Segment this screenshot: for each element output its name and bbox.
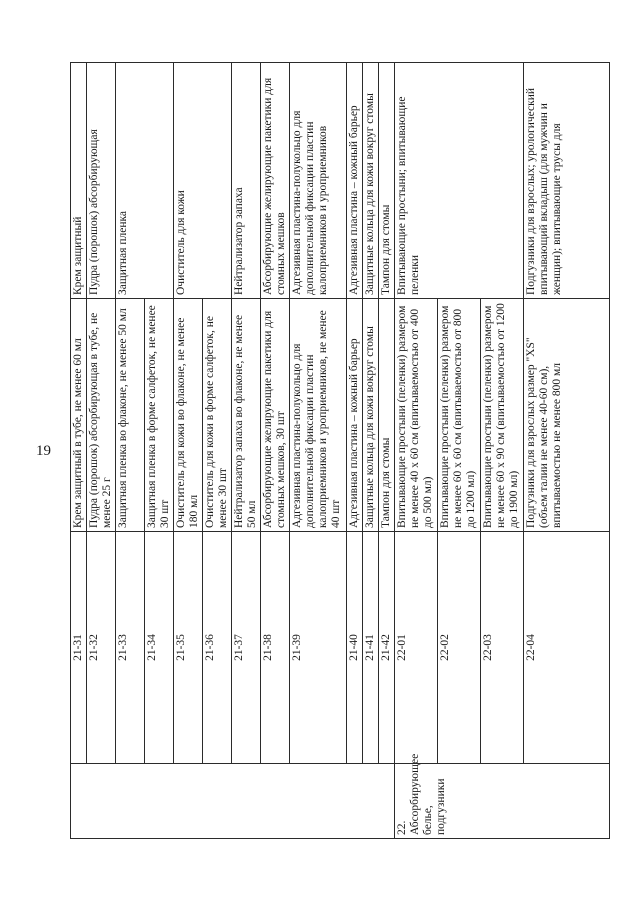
table-row <box>347 63 363 839</box>
item-group: Тампон для стомы <box>379 63 395 299</box>
table-row <box>87 63 116 839</box>
item-description: Пудра (порошок) абсорбирующая в тубе, не менее 25 г <box>87 299 116 532</box>
item-group: Крем защитный <box>71 63 87 299</box>
item-group: Защитные кольца для кожи вокруг стомы <box>363 63 379 299</box>
item-description: Впитывающие простыни (пеленки) размером не менее 60 х 60 см (впитываемостью от 800 до 1200 мл) <box>438 299 481 532</box>
item-code: 21-34 <box>145 532 174 764</box>
item-description: Очиститель для кожи во флаконе, не менее 180 мл <box>174 299 203 532</box>
item-group: Впитывающие простыни; впитывающие пеленки <box>395 63 524 299</box>
item-group: Очиститель для кожи <box>174 63 232 299</box>
item-description: Тампон для стомы <box>379 299 395 532</box>
item-description: Подгузники для взрослых размер "XS" (объем талии не менее 40-60 см), впитываемостью не менее 800 мл <box>524 299 610 532</box>
items-table <box>70 62 610 839</box>
item-group: Нейтрализатор запаха <box>232 63 261 299</box>
item-code: 21-40 <box>347 532 363 764</box>
item-code: 21-32 <box>87 532 116 764</box>
section-label: 22. Абсорбирующее белье, подгузники <box>395 764 610 839</box>
item-code: 22-04 <box>524 532 610 764</box>
table-row <box>261 63 290 839</box>
item-code: 21-42 <box>379 532 395 764</box>
table-row <box>524 63 610 839</box>
table-row <box>116 63 145 839</box>
item-description: Адгезивная пластина – кожный барьер <box>347 299 363 532</box>
item-description: Нейтрализатор запаха во флаконе, не менее 50 мл <box>232 299 261 532</box>
table-row <box>71 63 87 839</box>
item-group: Подгузники для взрослых; урологический впитывающий вкладыш (для мужчин и женщин); впитывающие трусы для <box>524 63 610 299</box>
item-code: 21-36 <box>203 532 232 764</box>
table-row <box>363 63 379 839</box>
item-description: Защитная пленка во флаконе, не менее 50 мл <box>116 299 145 532</box>
table-row <box>395 63 438 839</box>
item-description: Защитная пленка в форме салфеток, не менее 30 шт <box>145 299 174 532</box>
item-description: Защитные кольца для кожи вокруг стомы <box>363 299 379 532</box>
table-row <box>174 63 203 839</box>
item-description: Крем защитный в тубе, не менее 60 мл <box>71 299 87 532</box>
table-row <box>232 63 261 839</box>
page-number: 19 <box>36 443 51 459</box>
item-code: 22-03 <box>481 532 524 764</box>
item-description: Очиститель для кожи в форме салфеток, не менее 30 шт <box>203 299 232 532</box>
item-code: 21-33 <box>116 532 145 764</box>
item-code: 21-31 <box>71 532 87 764</box>
item-description: Впитывающие простыни (пеленки) размером не менее 40 х 60 см (впитываемостью от 400 до 500 мл) <box>395 299 438 532</box>
item-code: 21-41 <box>363 532 379 764</box>
item-code: 21-39 <box>290 532 347 764</box>
item-code: 22-01 <box>395 532 438 764</box>
item-group: Защитная пленка <box>116 63 174 299</box>
table-row <box>379 63 395 839</box>
item-description: Адгезивная пластина-полукольцо для дополнительной фиксации пластин калоприемников и уроприемников, не менее 40 шт <box>290 299 347 532</box>
item-code: 21-37 <box>232 532 261 764</box>
item-group: Адгезивная пластина – кожный барьер <box>347 63 363 299</box>
item-code: 21-35 <box>174 532 203 764</box>
item-code: 22-02 <box>438 532 481 764</box>
section-cell-empty <box>71 764 395 839</box>
rehabilitation-items-table-rotated <box>70 62 610 839</box>
item-code: 21-38 <box>261 532 290 764</box>
item-group: Абсорбирующие желирующие пакетики для стомных мешков <box>261 63 290 299</box>
item-group: Пудра (порошок) абсорбирующая <box>87 63 116 299</box>
item-group: Адгезивная пластина-полукольцо для дополнительной фиксации пластин калоприемников и уроприемников <box>290 63 347 299</box>
item-description: Абсорбирующие желирующие пакетики для стомных мешков, 30 шт <box>261 299 290 532</box>
table-row <box>290 63 347 839</box>
item-description: Впитывающие простыни (пеленки) размером не менее 60 х 90 см (впитываемостью от 1200 до 1900 мл) <box>481 299 524 532</box>
